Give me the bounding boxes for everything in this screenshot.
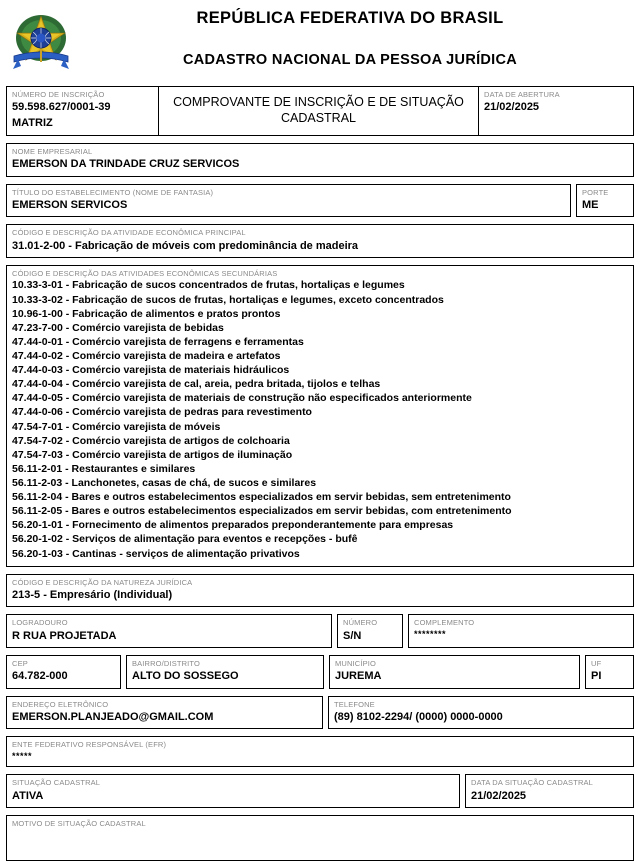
primary-activity-value: 31.01-2-00 - Fabricação de móveis com predominância de madeira [12, 239, 359, 252]
page-subtitle: CADASTRO NACIONAL DA PESSOA JURÍDICA [182, 52, 518, 69]
row-endereco-cidade [0, 655, 640, 689]
field-label: COMPLEMENTO [414, 618, 475, 628]
street-number-value: S/N [343, 629, 362, 642]
registration-header-strip [6, 86, 634, 136]
field-label: BAIRRO/DISTRITO [132, 658, 200, 668]
field-porte [576, 184, 634, 218]
list-item: 47.44-0-04 - Comércio varejista de cal, areia, pedra britada, tijolos e telhas [12, 378, 381, 391]
field-titulo-estabelecimento [6, 184, 571, 218]
list-item: 56.11-2-01 - Restaurantes e similares [12, 462, 196, 475]
field-label: ENDEREÇO ELETRÔNICO [12, 699, 109, 709]
field-logradouro [6, 614, 332, 648]
row-atividade-principal [0, 224, 640, 258]
row-efr [0, 736, 640, 767]
list-item: 47.44-0-05 - Comércio varejista de materiais de construção não especificados anteriormente [12, 392, 472, 405]
list-item: 56.20-1-03 - Cantinas - serviços de alimentação privativos [12, 547, 300, 560]
field-complemento [408, 614, 634, 648]
document-title: COMPROVANTE DE INSCRIÇÃO E DE SITUAÇÃO CADASTRAL [173, 94, 464, 125]
field-natureza-juridica [6, 574, 634, 608]
field-label: MUNICÍPIO [335, 658, 376, 668]
field-numero [337, 614, 403, 648]
trade-name-value: EMERSON SERVICOS [12, 199, 128, 212]
list-item: 56.20-1-01 - Fornecimento de alimentos preparados preponderantemente para empresas [12, 519, 454, 532]
company-name-value: EMERSON DA TRINDADE CRUZ SERVICOS [12, 158, 240, 171]
field-ente-federativo-responsavel [6, 736, 634, 767]
list-item: 47.54-7-03 - Comércio varejista de artigos de iluminação [12, 448, 293, 461]
opening-date-value: 21/02/2025 [484, 101, 540, 114]
company-size-value: ME [582, 199, 599, 212]
efr-value: ***** [12, 750, 33, 761]
city-value: JUREMA [335, 670, 382, 683]
field-label: NOME EMPRESARIAL [12, 147, 93, 157]
header-titles [0, 0, 640, 69]
document-header [0, 0, 640, 86]
row-contato [0, 696, 640, 730]
field-label: CÓDIGO E DESCRIÇÃO DA NATUREZA JURÍDICA [12, 577, 193, 587]
field-numero-inscricao [7, 87, 158, 135]
field-endereco-eletronico [6, 696, 323, 730]
field-label: NÚMERO DE INSCRIÇÃO [12, 90, 105, 99]
list-item: 10.96-1-00 - Fabricação de alimentos e pratos prontos [12, 307, 281, 320]
row-natureza-juridica [0, 574, 640, 608]
street-value: R RUA PROJETADA [12, 629, 117, 642]
field-nome-empresarial [6, 143, 634, 177]
field-label: CÓDIGO E DESCRIÇÃO DAS ATIVIDADES ECONÔMICAS SECUNDÁRIAS [12, 269, 278, 279]
brazilian-coat-of-arms-icon [12, 12, 70, 72]
field-bairro-distrito [126, 655, 324, 689]
list-item: 47.44-0-06 - Comércio varejista de pedras para revestimento [12, 406, 312, 419]
email-value: EMERSON.PLANJEADO@GMAIL.COM [12, 711, 214, 724]
field-uf [585, 655, 634, 689]
postal-code-value: 64.782-000 [12, 670, 68, 683]
field-label: CEP [12, 658, 28, 668]
list-item: 47.44-0-03 - Comércio varejista de materiais hidráulicos [12, 364, 290, 377]
field-cep [6, 655, 121, 689]
list-item: 47.44-0-01 - Comércio varejista de ferragens e ferramentas [12, 335, 304, 348]
establishment-type-value: MATRIZ [12, 117, 53, 130]
list-item: 47.54-7-02 - Comércio varejista de artigos de colchoaria [12, 434, 290, 447]
field-atividades-secundarias [6, 265, 634, 567]
field-label: SITUAÇÃO CADASTRAL [12, 778, 101, 788]
field-data-situacao-cadastral [465, 774, 634, 808]
field-atividade-principal [6, 224, 634, 258]
field-label: ENTE FEDERATIVO RESPONSÁVEL (EFR) [12, 740, 167, 750]
field-label: PORTE [582, 187, 609, 197]
address-complement-value: ******** [414, 628, 447, 639]
field-label: LOGRADOURO [12, 618, 68, 628]
status-date-value: 21/02/2025 [471, 789, 527, 802]
secondary-activities-list [12, 278, 628, 560]
page-title: REPÚBLICA FEDERATIVA DO BRASIL [196, 9, 504, 27]
field-data-abertura [478, 87, 633, 135]
row-motivo-situacao [0, 815, 640, 861]
list-item: 10.33-3-01 - Fabricação de sucos concentrados de frutas, hortaliças e legumes [12, 279, 405, 292]
document-title-cell [158, 87, 478, 135]
list-item: 10.33-3-02 - Fabricação de sucos de frutas, hortaliças e legumes, exceto concentrados [12, 293, 444, 306]
list-item: 56.11-2-04 - Bares e outros estabelecimentos especializados em servir bebidas, sem entretenimento [12, 491, 511, 504]
field-municipio [329, 655, 580, 689]
legal-nature-value: 213-5 - Empresário (Individual) [12, 589, 173, 602]
field-label: DATA DA SITUAÇÃO CADASTRAL [471, 778, 593, 788]
row-nome-empresarial [0, 143, 640, 177]
field-label: CÓDIGO E DESCRIÇÃO DA ATIVIDADE ECONÔMICA PRINCIPAL [12, 228, 246, 238]
field-motivo-situacao-cadastral [6, 815, 634, 861]
field-telefone [328, 696, 634, 730]
district-value: ALTO DO SOSSEGO [132, 670, 239, 683]
list-item: 56.20-1-02 - Serviços de alimentação para eventos e recepções - bufê [12, 533, 358, 546]
row-titulo-porte [0, 184, 640, 218]
field-label: DATA DE ABERTURA [484, 90, 560, 99]
list-item: 47.54-7-01 - Comércio varejista de móveis [12, 420, 221, 433]
field-label: TÍTULO DO ESTABELECIMENTO (NOME DE FANTASIA) [12, 187, 214, 197]
field-label: NÚMERO [343, 618, 378, 628]
state-value: PI [591, 670, 602, 683]
field-label: TELEFONE [334, 699, 375, 709]
cnpj-number-value: 59.598.627/0001-39 [12, 101, 111, 114]
phone-value: (89) 8102-2294/ (0000) 0000-0000 [334, 711, 503, 724]
list-item: 47.44-0-02 - Comércio varejista de madeira e artefatos [12, 350, 281, 362]
row-endereco-logradouro [0, 614, 640, 648]
field-label: MOTIVO DE SITUAÇÃO CADASTRAL [12, 819, 146, 829]
list-item: 47.23-7-00 - Comércio varejista de bebidas [12, 321, 224, 334]
field-label: UF [591, 658, 602, 668]
status-badge: ATIVA [12, 789, 44, 802]
field-situacao-cadastral [6, 774, 460, 808]
row-situacao-cadastral [0, 774, 640, 808]
list-item: 56.11-2-05 - Bares e outros estabelecimentos especializados em servir bebidas, com entretenimento [12, 505, 512, 518]
list-item: 56.11-2-03 - Lanchonetes, casas de chá, de sucos e similares [12, 476, 317, 489]
